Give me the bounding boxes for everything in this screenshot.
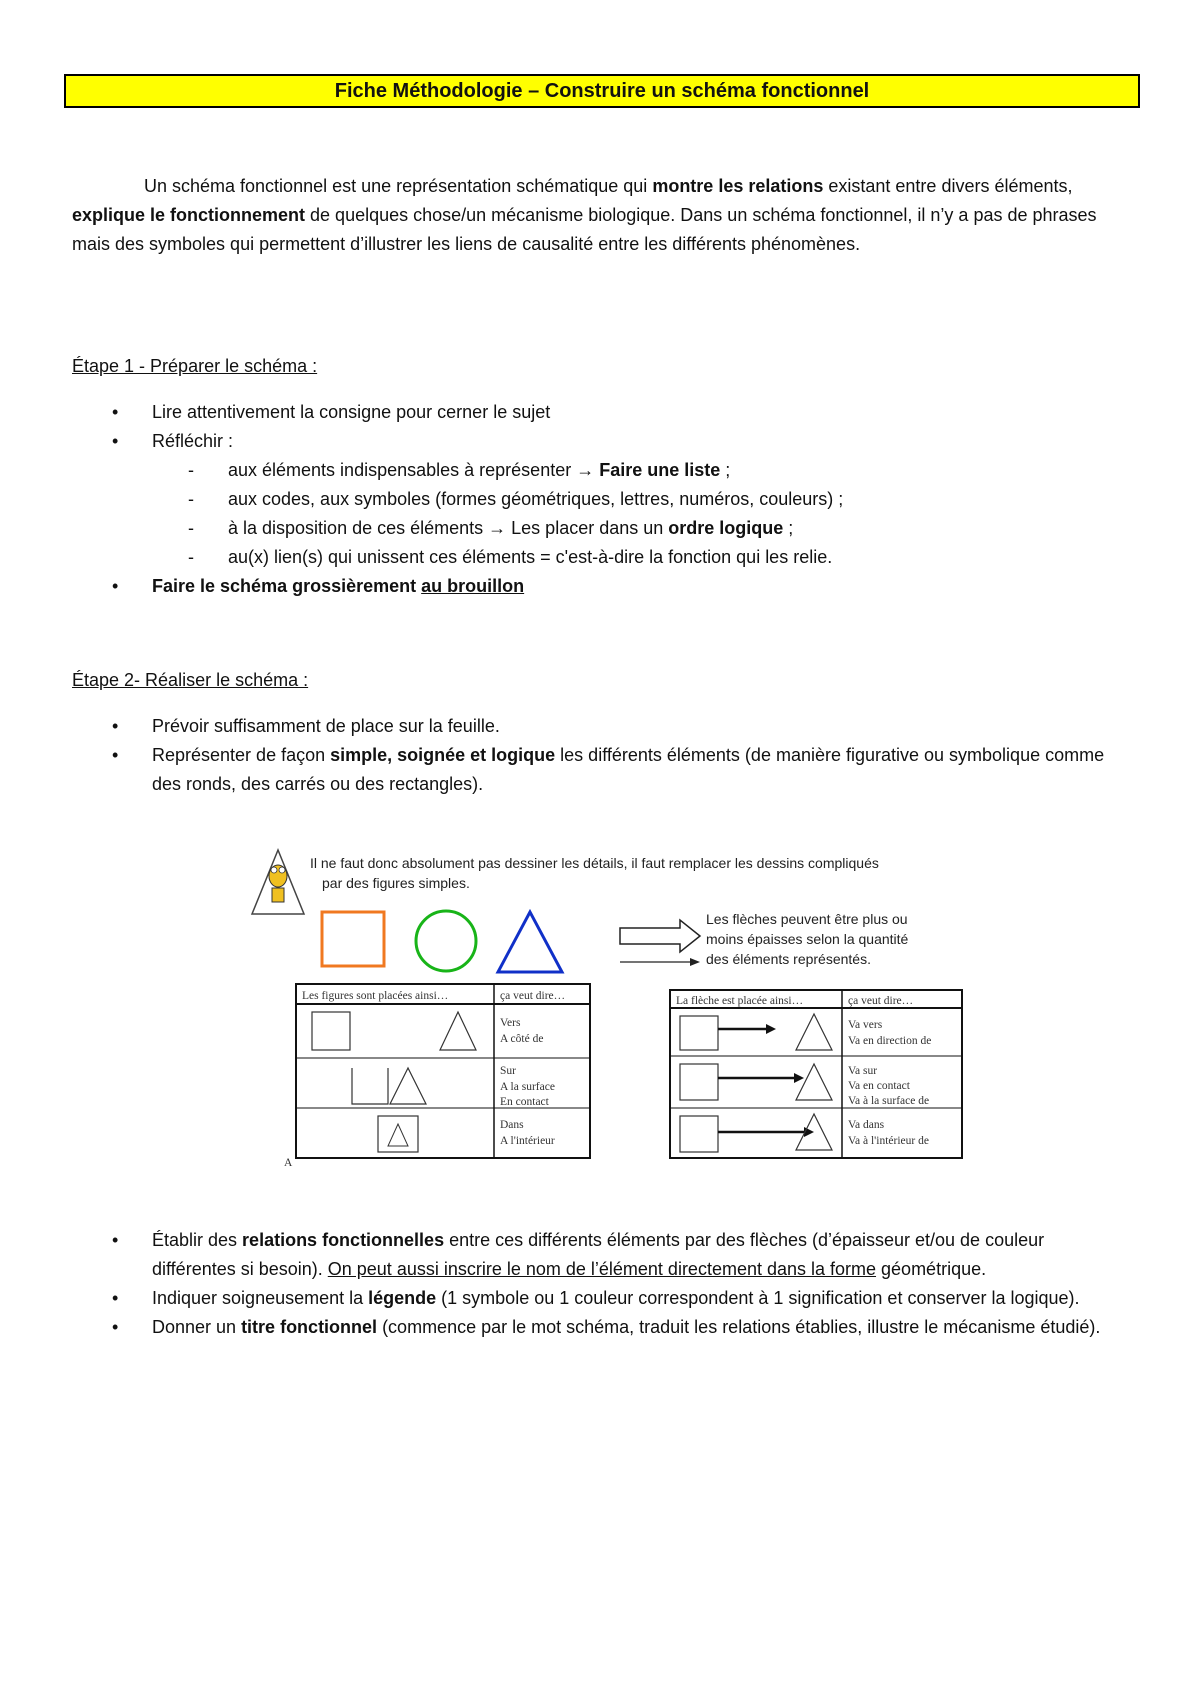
arrows-note-3: des éléments représentés. — [706, 951, 871, 967]
step2-heading: Étape 2- Réaliser le schéma : — [72, 670, 309, 690]
sub-list-item: - à la disposition de ces éléments → Les placer dans un ordre logique ; — [188, 518, 794, 538]
figure-svg — [248, 848, 974, 1168]
arrow-right-icon: → — [576, 460, 595, 480]
step2-list-b — [72, 1226, 1132, 1342]
list-item: • Prévoir suffisamment de place sur la feuille. — [112, 716, 500, 736]
table2-cell: Va dans — [848, 1119, 885, 1131]
table2-cell: Va en contact — [848, 1080, 910, 1092]
corner-mark: A — [284, 1157, 293, 1168]
green-circle-shape — [416, 911, 476, 971]
arrow-right-icon: → — [488, 518, 507, 538]
intro-text-3: de quelques chose/un mécanisme biologique. Dans un schéma fonctionnel, il n’y a pas de phrases mais des symboles qui permettent d’illustrer les liens de causalité entre les différents phénomènes. — [72, 205, 1097, 254]
page-title: Fiche Méthodologie – Construire un schéma fonctionnel — [334, 79, 870, 102]
step1-list — [72, 398, 1132, 601]
intro-paragraph — [72, 172, 1132, 259]
table1-cell: Dans — [500, 1119, 524, 1131]
table1-header-1: Les figures sont placées ainsi… — [302, 990, 449, 1002]
arrows-note-1: Les flèches peuvent être plus ou — [706, 911, 908, 927]
arrows-note-2: moins épaisses selon la quantité — [706, 931, 909, 947]
list-item: • Réfléchir : - aux éléments indispensables à représenter → Faire une liste ; - aux codes, aux symboles (formes géométriques, lettres, numéros, couleurs) ; - à la disposition de ces éléments → Les placer dans un ordre logique ; - au(x) lien(s) qui unissent ces éléments = c'est-à-dire la fonction qui les relie. — [72, 427, 1132, 572]
sub-list-item: - aux codes, aux symboles (formes géométriques, lettres, numéros, couleurs) ; — [188, 489, 844, 509]
table1-cell: A l'intérieur — [500, 1135, 555, 1147]
list-item: • Indiquer soigneusement la légende (1 symbole ou 1 couleur correspondent à 1 signification et conserver la logique). — [112, 1288, 1080, 1308]
intro-text-2: existant entre divers éléments, — [823, 176, 1073, 196]
blue-triangle-shape — [498, 912, 562, 972]
table1-cell: A côté de — [500, 1033, 544, 1045]
intro-bold-1: montre les relations — [652, 176, 824, 196]
table2-header-1: La flèche est placée ainsi… — [676, 995, 804, 1007]
thick-arrow-icon — [620, 920, 700, 952]
list-item: • Donner un titre fonctionnel (commence par le mot schéma, traduit les relations établies, illustre le mécanisme étudié). — [112, 1317, 1101, 1337]
intro-text-1: Un schéma fonctionnel est une représentation schématique qui — [144, 176, 653, 196]
table1-header-2: ça veut dire… — [500, 990, 566, 1002]
table2-cell: Va vers — [848, 1019, 883, 1031]
step1-heading: Étape 1 - Préparer le schéma : — [72, 356, 318, 376]
orange-square-shape — [322, 912, 384, 966]
thin-arrow-icon — [620, 958, 700, 966]
table2-cell: Va à l'intérieur de — [848, 1135, 929, 1147]
list-item: • Lire attentivement la consigne pour cerner le sujet — [112, 402, 551, 422]
table2-cell: Va sur — [848, 1065, 878, 1077]
list-item: • Établir des relations fonctionnelles entre ces différents éléments par des flèches (d’épaisseur et/ou de couleur différentes si besoin). On peut aussi inscrire le nom de l’élément directement dans la forme géométrique. — [112, 1230, 1045, 1279]
table1-cell: Sur — [500, 1065, 516, 1077]
step2-list-a — [72, 712, 1132, 799]
list-item: • Représenter de façon simple, soignée et logique les différents éléments (de manière figurative ou symbolique comme des ronds, des carrés ou des rectangles). — [112, 745, 1105, 794]
list-item: • Faire le schéma grossièrement au brouillon — [112, 576, 525, 596]
sub-list — [152, 456, 1132, 572]
sub-list-item: - au(x) lien(s) qui unissent ces éléments = c'est-à-dire la fonction qui les relie. — [188, 547, 833, 567]
table1-cell: A la surface — [500, 1081, 555, 1093]
table1-cell: En contact — [500, 1096, 549, 1108]
warning-text-2: par des figures simples. — [322, 875, 470, 891]
methodology-figure — [248, 848, 974, 1168]
intro-bold-2: explique le fonctionnement — [72, 205, 306, 225]
sub-list-item: - aux éléments indispensables à représenter → Faire une liste ; — [188, 460, 731, 480]
warning-text-1: Il ne faut donc absolument pas dessiner les détails, il faut remplacer les dessins compliqués — [310, 855, 879, 871]
title-banner — [64, 74, 1140, 108]
figures-table — [296, 984, 590, 1158]
warning-owl-icon — [252, 850, 304, 914]
table2-cell: Va en direction de — [848, 1035, 932, 1047]
table1-cell: Vers — [500, 1017, 521, 1029]
table2-header-2: ça veut dire… — [848, 995, 914, 1007]
arrows-table — [670, 990, 962, 1158]
table2-cell: Va à la surface de — [848, 1095, 930, 1107]
